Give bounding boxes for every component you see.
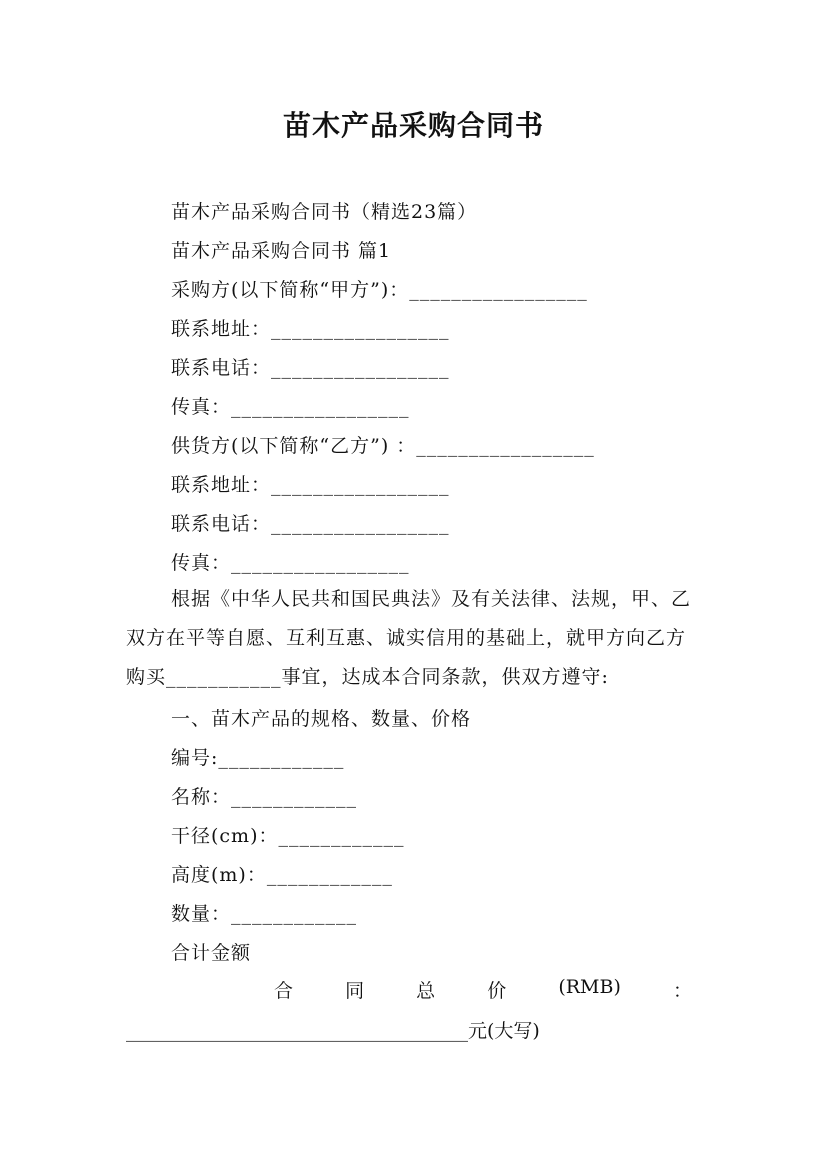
total-row-colon: ：: [672, 980, 692, 1002]
buyer-fax-line: 传真：_________________: [171, 396, 410, 418]
supplier-phone-line: 联系电话：_________________: [171, 513, 450, 535]
document-title: 苗木产品采购合同书: [282, 109, 544, 142]
total-row-char: 总: [416, 980, 436, 1002]
supplier-address-line: 联系地址：_________________: [171, 474, 450, 496]
buyer-line: 采购方(以下简称“甲方”)：_________________: [171, 279, 588, 301]
total-row-char: 价: [487, 980, 507, 1002]
total-row-currency: (RMB): [558, 976, 621, 998]
supplier-line: 供货方(以下简称“乙方”) ：_________________: [171, 435, 595, 457]
spec-heading: 一、苗木产品的规格、数量、价格: [171, 708, 472, 730]
item-number-line: 编号:____________: [171, 747, 345, 769]
total-amount-label: 合计金额: [171, 942, 252, 964]
intro-paragraph-text: 根据《中华人民共和国民典法》及有关法律、法规，甲、乙双方在平等自愿、互利互惠、诚实信用的基础上，就甲方向乙方购买___________事宜，达成本合同条款，供双方遵守:: [126, 588, 692, 688]
diameter-line: 干径(cm)：____________: [171, 825, 405, 847]
total-row-char: 合: [274, 980, 294, 1002]
buyer-phone-line: 联系电话：_________________: [171, 357, 450, 379]
total-row-char: 同: [345, 980, 365, 1002]
quantity-line: 数量：____________: [171, 903, 358, 925]
section-heading: 苗木产品采购合同书 篇1: [171, 240, 392, 262]
subtitle-line: 苗木产品采购合同书（精选23篇）: [171, 201, 478, 223]
supplier-fax-line: 传真：_________________: [171, 552, 410, 574]
height-line: 高度(m)：____________: [171, 864, 393, 886]
total-price-blank-line: ____________________________________元(大写): [126, 1020, 540, 1042]
total-price-row: [126, 976, 692, 1003]
item-name-line: 名称：____________: [171, 786, 358, 808]
buyer-address-line: 联系地址：_________________: [171, 318, 450, 340]
intro-paragraph: [126, 580, 700, 697]
